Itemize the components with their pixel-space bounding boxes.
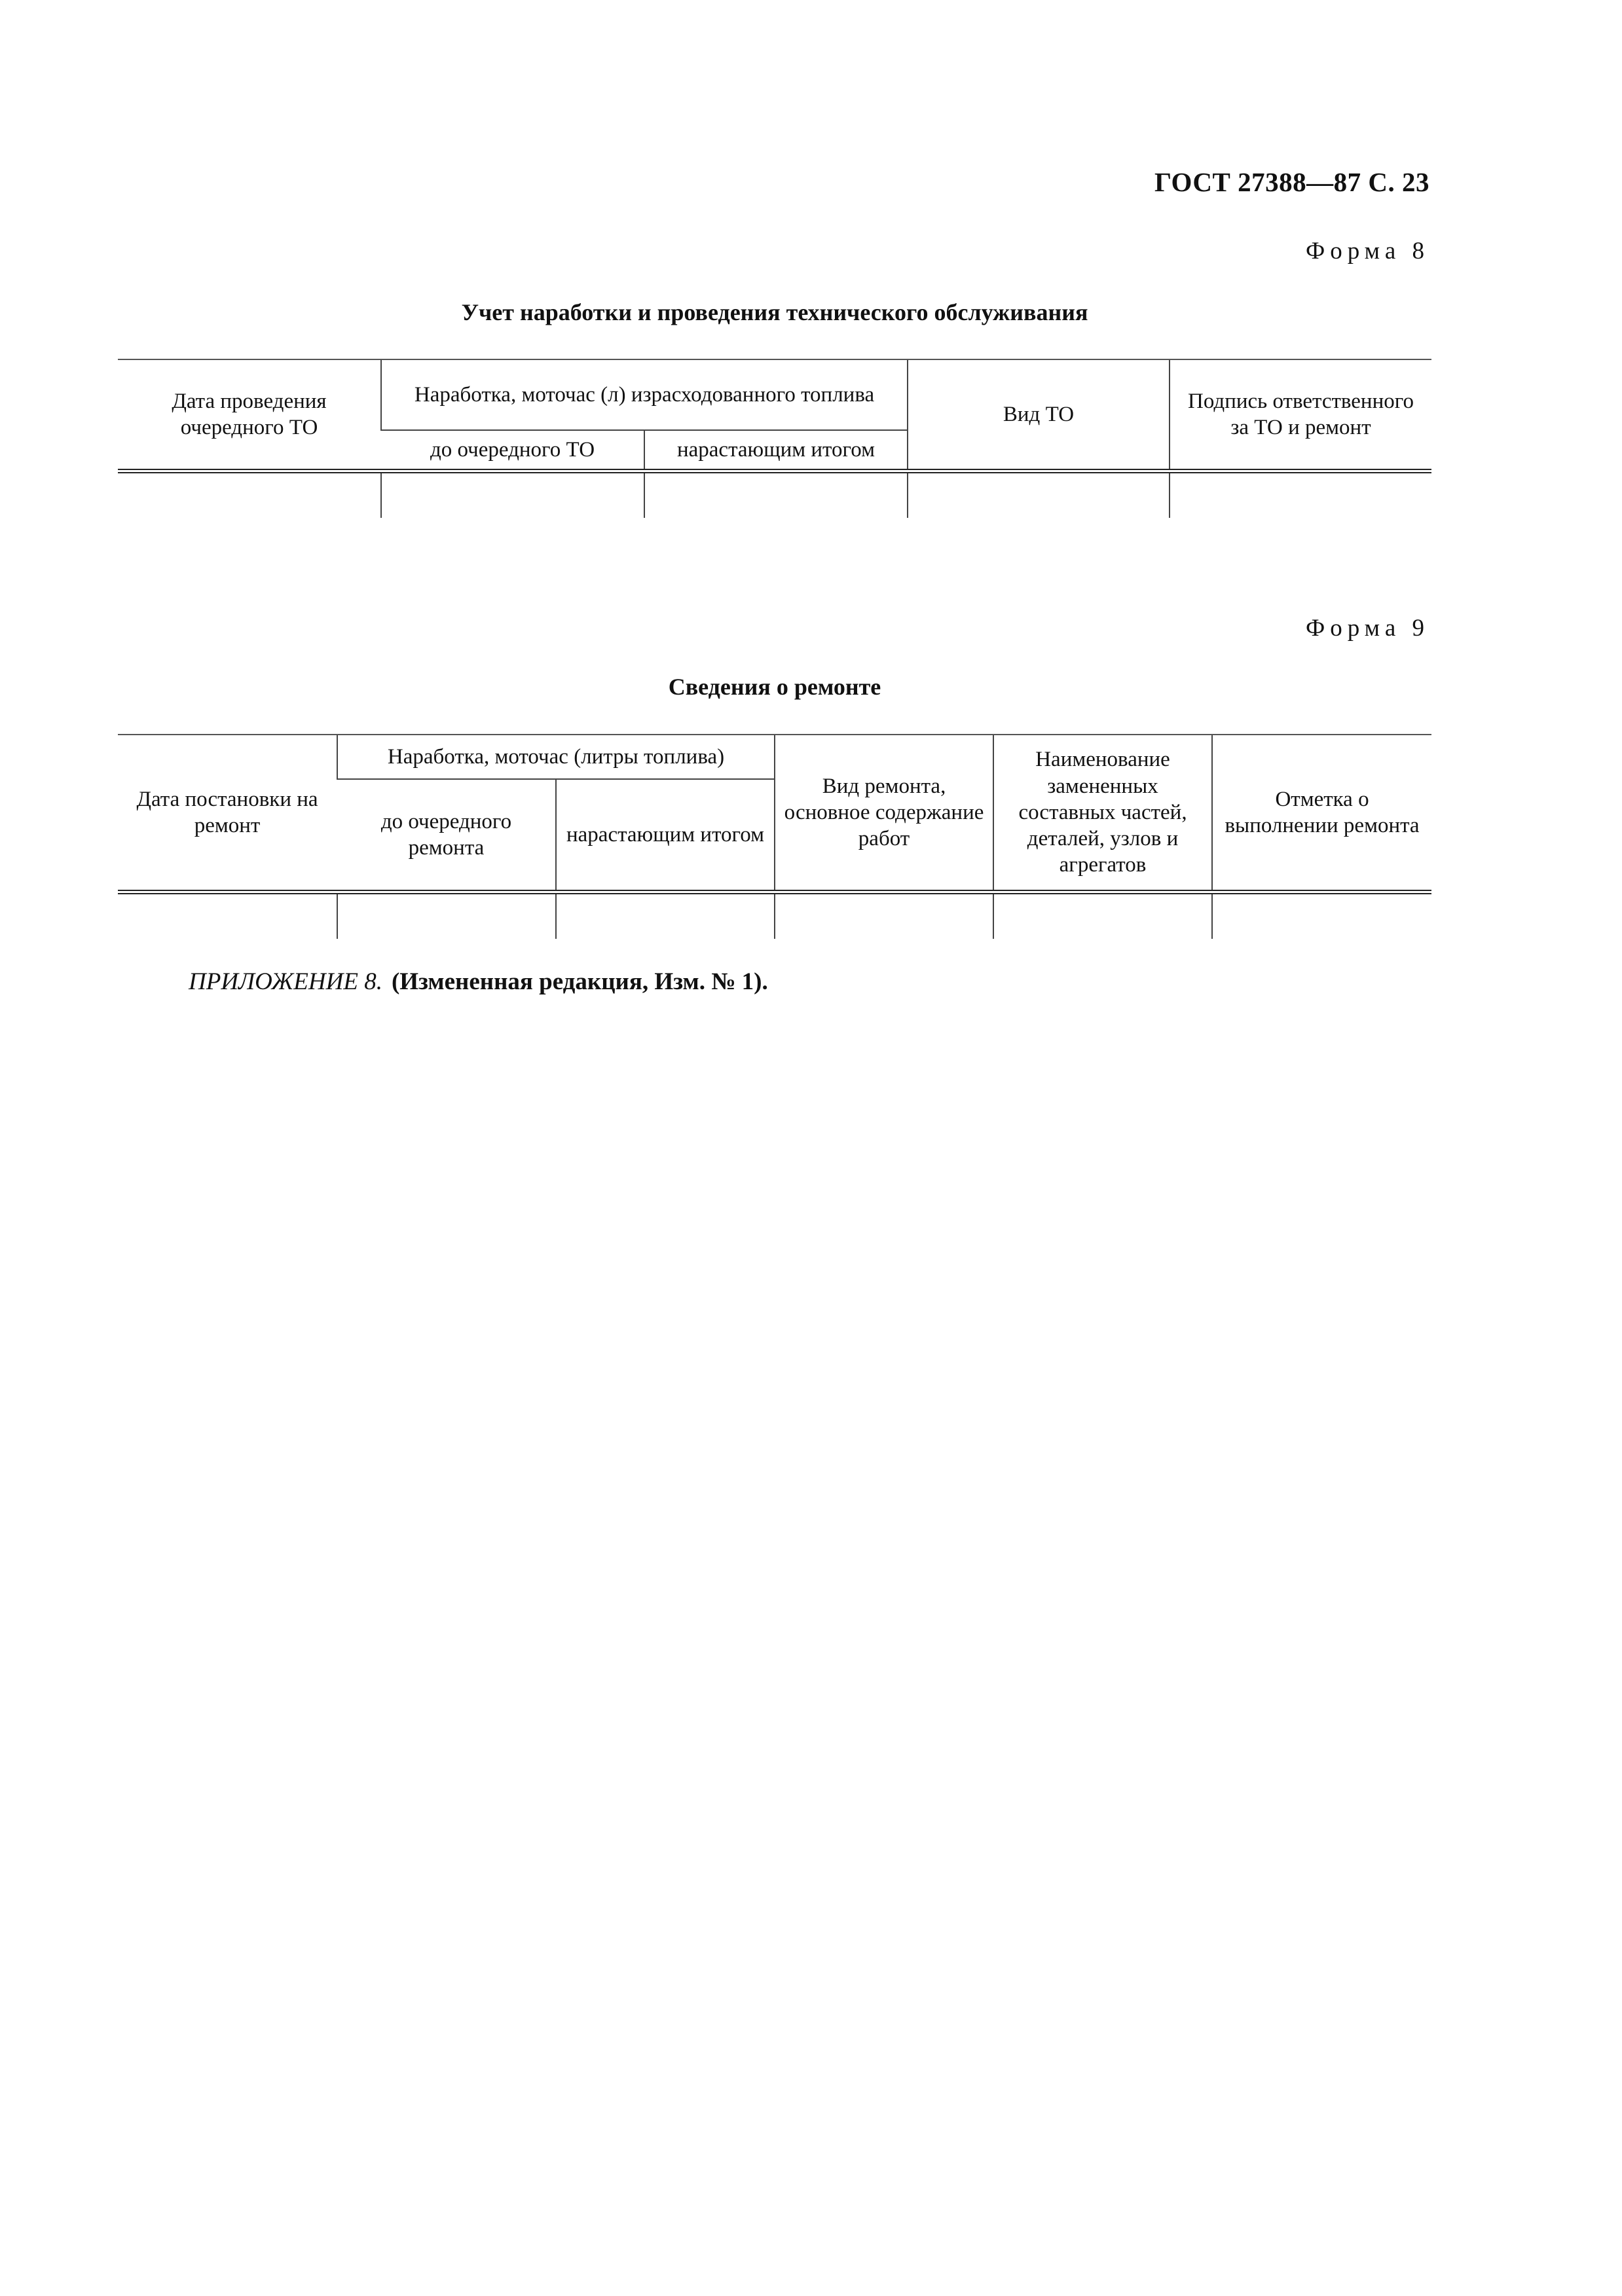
table-cell[interactable] [908,471,1170,519]
column-header-runtime-cumulative: нарастающим итогом [556,779,775,892]
column-header-runtime-cumulative: нарастающим итогом [644,430,908,471]
form-9-label: Форма 9 [1305,615,1429,642]
appendix-revision: (Измененная редакция, Изм. № 1). [391,968,768,995]
column-header-date: Дата постановки на ремонт [118,735,337,892]
table-cell[interactable] [644,471,908,519]
column-header-date: Дата проведения очередного ТО [118,359,381,471]
table-row [118,471,1431,519]
table-cell[interactable] [118,471,381,519]
column-header-service-type: Вид ТО [908,359,1170,471]
appendix-note [189,968,768,996]
column-header-runtime: Наработка, моточас (л) израсходованного топлива [381,359,908,430]
table-cell[interactable] [1170,471,1431,519]
table-cell[interactable] [556,892,775,939]
column-header-runtime-to-next: до очередного ремонта [337,779,556,892]
table-row [118,892,1431,939]
column-header-signature: Подпись ответственного за ТО и ремонт [1170,359,1431,471]
table-cell[interactable] [1212,892,1431,939]
column-header-replaced-parts: Наименование замененных составных частей, деталей, узлов и агрегатов [993,735,1212,892]
column-header-repair-type: Вид ремонта, основное содержание работ [775,735,993,892]
appendix-label: ПРИЛОЖЕНИЕ 8. [189,968,382,995]
form-9-table [118,734,1431,939]
table-cell[interactable] [381,471,644,519]
table-cell[interactable] [118,892,337,939]
table-cell[interactable] [337,892,556,939]
page-header: ГОСТ 27388—87 С. 23 [1154,167,1429,197]
column-header-runtime: Наработка, моточас (литры топлива) [337,735,775,779]
table-cell[interactable] [775,892,993,939]
form-9-title: Сведения о ремонте [668,674,881,700]
column-header-completion-mark: Отметка о выполнении ремонта [1212,735,1431,892]
form-8-label: Форма 8 [1305,238,1429,264]
table-cell[interactable] [993,892,1212,939]
column-header-runtime-to-next: до очередного ТО [381,430,644,471]
form-8-title: Учет наработки и проведения технического обслуживания [461,299,1088,325]
form-8-table [118,359,1431,518]
